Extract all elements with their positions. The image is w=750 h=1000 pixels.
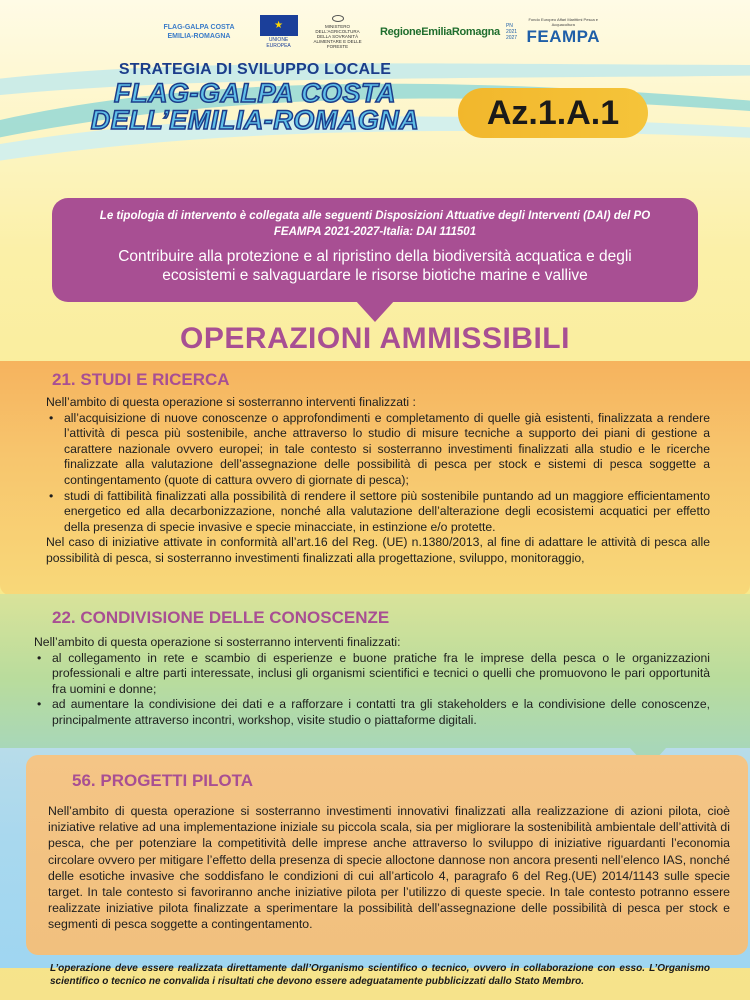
flag-galpa-logo-text: FLAG-GALPA COSTA EMILIA-ROMAGNA bbox=[163, 24, 235, 40]
feampa-logo-text: FEAMPA bbox=[526, 27, 600, 46]
section-body bbox=[34, 635, 710, 729]
section-body bbox=[48, 803, 730, 933]
eu-stars-icon: ★ bbox=[260, 15, 298, 36]
section-progetti-pilota bbox=[26, 755, 748, 955]
operations-title: OPERAZIONI AMMISSIBILI bbox=[180, 322, 570, 355]
section-lead: Nell’ambito di questa operazione si sosterranno interventi finalizzati : bbox=[46, 395, 416, 409]
intro-box-pointer bbox=[355, 300, 395, 322]
section-condivisione bbox=[0, 594, 750, 748]
ministry-logo-text: MINISTERO DELL'AGRICOLTURA DELLA SOVRANITÀ ALIMENTARE E DELLE FORESTE bbox=[313, 24, 362, 49]
section-lead: Nell’ambito di questa operazione si sosterranno interventi finalizzati: bbox=[34, 635, 401, 649]
page-title-line1: FLAG-GALPA COSTA bbox=[114, 78, 396, 108]
eu-logo bbox=[258, 15, 299, 49]
section-tail: Nel caso di iniziative attivate in conformità all’art.16 del Reg. (UE) n.1380/2013, al fine di adattare le attività di pesca alle possibilità di pesca, si sosterranno investimenti finalizzati alla progettazione, sviluppo, monitoraggio, bbox=[46, 535, 710, 565]
section-heading: 21. STUDI E RICERCA bbox=[52, 370, 230, 389]
region-logo bbox=[376, 20, 500, 44]
bullet-list bbox=[46, 411, 710, 536]
strategy-subtitle: STRATEGIA DI SVILUPPO LOCALE bbox=[118, 61, 392, 78]
footer-note: L’operazione deve essere realizzata direttamente dall’Organismo scientifico o tecnico, ovvero in collaborazione con esso. L’Organismo scientifico o tecnico ne convalida i risultati che devono essere adeguatamente pubblicizzati dallo Stato Membro. bbox=[50, 963, 710, 987]
intro-objective-text: Contribuire alla protezione e al ripristino della biodiversità acquatica e degli ecosistemi e salvaguardare le risorse biotiche marine e vallive bbox=[118, 248, 632, 284]
intro-box bbox=[52, 198, 698, 302]
bullet-list bbox=[34, 651, 710, 729]
section-heading: 22. CONDIVISIONE DELLE CONOSCENZE bbox=[52, 608, 390, 627]
bullet-item: • all’acquisizione di nuove conoscenze o approfondimenti e completamento di quelle già esistenti, finalizzata a rendere l’attività di pesca più sostenibile, anche attraverso lo studio di misure tecniche a supporto dei piani di gestione a carattere nazionale ovvero europei; in tale contesto si sosterranno investimenti finalizzati alla studio e le ricerche finalizzate alla valutazione dell’assegnazione delle possibilità di pesca per stock e sistemi di pesca soggette a contingentamento (quote di cattura ovvero di giornate di pesca); bbox=[46, 411, 710, 489]
feampa-logo bbox=[506, 15, 600, 49]
page-title-line2: DELL’EMILIA-ROMAGNA bbox=[90, 105, 420, 135]
section-body bbox=[46, 395, 710, 567]
page-title bbox=[80, 80, 430, 134]
bullet-item: • al collegamento in rete e scambio di esperienze e buone pratiche fra le imprese della pesca o le organizzazioni professionali e altre parti interessate, inclusi gli organismi scientifici e tecnici o quelli che promuovono le pari opportunità fra uomini e donne; bbox=[34, 651, 710, 698]
section-heading: 56. PROGETTI PILOTA bbox=[72, 771, 254, 790]
feampa-years: PN 2021 2027 bbox=[505, 23, 518, 41]
action-code-badge: Az.1.A.1 bbox=[458, 88, 648, 138]
section-paragraph: Nell’ambito di questa operazione si sosterranno investimenti innovativi finalizzati alla realizzazione di azioni pilota, cioè iniziative relative ad una implementazione iniziale su piccola scala, sia per migliorare la sostenibilità ambientale dell’attività di pesca, che per potenziare la competitività delle imprese anche attraverso lo sviluppo di iniziative riguardanti l’economia circolare ovvero per mitigare l’effetto della presenza di specie alloctone dannose non ancora presenti nell’elenco IAS, nonché delle esotiche invasive che soddisfano le condizioni di cui all’articolo 4, paragrafo 6 del Reg.(UE) 2014/1143 sulle specie target. In tale contesto si favoriranno anche iniziative pilota per l’utilizzo di queste specie. In tale contesto potranno essere realizzate iniziative pilota finalizzate a sperimentare la possibilità dell’assegnazione delle possibilità di pesca per stock e segmenti di pesca soggette a contingentamento. bbox=[48, 804, 730, 932]
intro-dai-text: Le tipologia di intervento è collegata alle seguenti Disposizioni Attuative degli Interventi (DAI) del PO FEAMPA 2021-2027-Italia: DAI 111501 bbox=[99, 210, 651, 238]
ministry-logo bbox=[309, 15, 366, 49]
italy-emblem-icon bbox=[332, 15, 344, 22]
bullet-item: • studi di fattibilità finalizzati alla possibilità di rendere il settore più sostenibile puntando ad un maggiore efficientamento energetico ed alla decarbonizzazione, nonché alla valutazione dell’alterazione degli ecosistemi acquatici per effetto della presenza di specie invasive e specie minacciate, in estinzione e/o protette. bbox=[46, 489, 710, 536]
flag-galpa-logo bbox=[150, 17, 248, 47]
region-logo-text: RegioneEmiliaRomagna bbox=[379, 26, 500, 38]
bullet-item: • ad aumentare la condivisione dei dati e a rafforzare i contatti tra gli stakeholders e la condivisione delle conoscenze, principalmente attraverso incontri, workshop, visite studio o piattaforme digitali. bbox=[34, 697, 710, 728]
eu-logo-label: UNIONE EUROPEA bbox=[266, 37, 291, 49]
feampa-small-text: Fondo Europeo Affari Marittimi Pesca e Acquacoltura bbox=[528, 17, 598, 27]
section-studi-ricerca bbox=[0, 361, 750, 595]
